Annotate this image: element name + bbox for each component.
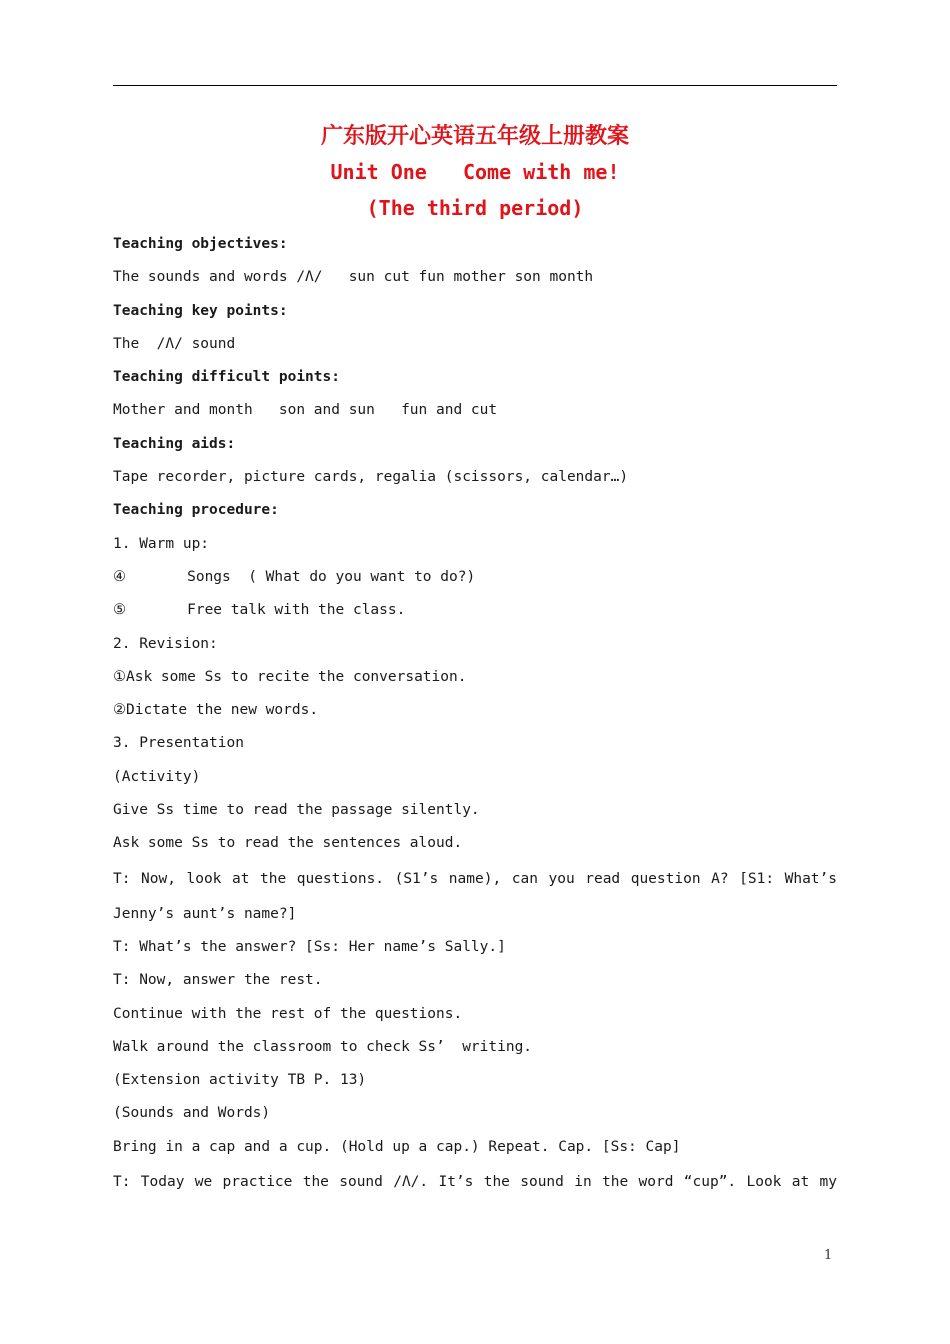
heading-teaching-procedure: Teaching procedure:	[113, 502, 279, 519]
dialogue-line: T: Now, answer the rest.	[113, 972, 323, 989]
step-revision: 2. Revision:	[113, 635, 218, 652]
title-block	[113, 118, 837, 226]
dialogue-line: T: What’s the answer? [Ss: Her name’s Sally.]	[113, 938, 506, 955]
step-presentation: 3. Presentation	[113, 735, 244, 752]
procedure-line: Ask some Ss to read the sentences aloud.	[113, 835, 463, 852]
page-number: 1	[824, 1248, 833, 1263]
procedure-line: Continue with the rest of the questions.	[113, 1005, 463, 1022]
heading-teaching-aids: Teaching aids:	[113, 435, 236, 452]
objectives-text: The sounds and words /Λ/ sun cut fun mother son month	[113, 269, 594, 286]
revision-item-dictate: ②Dictate the new words.	[113, 702, 319, 719]
procedure-line: Bring in a cap and a cup. (Hold up a cap.) Repeat. Cap. [Ss: Cap]	[113, 1138, 681, 1155]
dialogue-line-continued: Jenny’s aunt’s name?]	[113, 905, 297, 922]
warm-up-item-songs: ④ Songs ( What do you want to do?)	[113, 568, 476, 585]
extension-activity-label: (Extension activity TB P. 13)	[113, 1072, 367, 1089]
heading-key-points: Teaching key points:	[113, 302, 288, 319]
lesson-plan-body	[113, 228, 837, 1201]
period-title: (The third period)	[366, 196, 584, 220]
heading-teaching-objectives: Teaching objectives:	[113, 236, 288, 252]
procedure-line: Walk around the classroom to check Ss’ writing.	[113, 1038, 533, 1055]
unit-title: Unit One Come with me!	[330, 160, 620, 184]
document-title: 广东版开心英语五年级上册教案	[320, 123, 629, 149]
activity-label: (Activity)	[113, 768, 201, 785]
sounds-and-words-label: (Sounds and Words)	[113, 1105, 271, 1122]
dialogue-line: T: Now, look at the questions. (S1’s name), can you read question A? [S1: What’s	[113, 870, 837, 887]
step-warm-up: 1. Warm up:	[113, 535, 210, 552]
dialogue-line: T: Today we practice the sound /Λ/. It’s the sound in the word “cup”. Look at my	[113, 1174, 837, 1191]
warm-up-item-free-talk: ⑤ Free talk with the class.	[113, 602, 406, 619]
teaching-aids-text: Tape recorder, picture cards, regalia (scissors, calendar…)	[113, 469, 629, 486]
procedure-line: Give Ss time to read the passage silently.	[113, 802, 480, 819]
key-points-text: The /Λ/ sound	[113, 335, 236, 352]
difficult-points-text: Mother and month son and sun fun and cut	[113, 402, 498, 419]
revision-item-recite: ①Ask some Ss to recite the conversation.	[113, 668, 467, 685]
header-rule	[113, 85, 837, 86]
heading-difficult-points: Teaching difficult points:	[113, 369, 340, 386]
